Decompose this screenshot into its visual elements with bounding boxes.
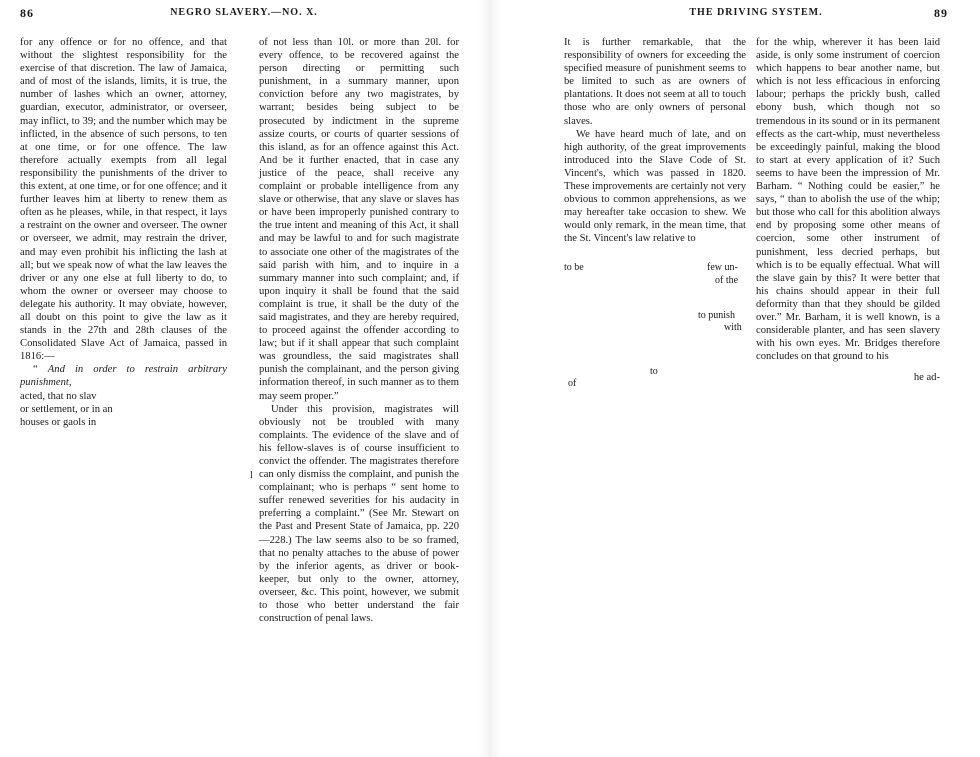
right-fragment-to: to	[650, 366, 658, 377]
right-running-head: THE DRIVING SYSTEM.	[689, 7, 823, 18]
left-column-2	[259, 36, 459, 625]
left-col1-paragraph-1: for any offence or for no offence, and that without the slightest responsibility for the exercise of that discretion. The law of Jamaica, and of most of the islands, limits, it is true, the number of lashes which an owner, attorney, guardian, executor, administrator, or overseer, may inflict, to 39; and the number which may be inflicted, in the absence of such persons, to ten at one time, or for one offence. The law therefore actually exempts from all legal responsibility the punishments of the driver to this extent, at one time, or for one offence; and it further leaves him at liberty to renew them as often as he pleases, while, in that respect, it lays a restraint on the owner and overseer. The owner or overseer, we admit, may restrain the driver, and may even prohibit his inflicting the lash at all; but we speak now of what the law leaves the driver or any one else at full liberty to do, to whom the owner or overseer may choose to delegate his authority. It may obviate, however, all doubt on this point to give the law as it stands in the 27th and 28th clauses of the Consolidated Slave Act of Jamaica, passed in 1816:—	[20, 37, 227, 363]
left-col2-paragraph-1: of not less than 10l. or more than 20l. for every offence, to be recovered against the person directing or permitting such punishment, in a summary manner, upon conviction before any two magistrates, by warrant; besides being subject to be prosecuted by indictment in the supreme assize courts, or courts of quarter sessions of this island, as for an offence against this Act. And be it further enacted, that in case any justice of the peace, shall receive any complaint or probable intelligence from any slave or otherwise, that any slave or slaves has or have been improperly punished contrary to the true intent and meaning of this Act, it shall and may be lawful to and for such magistrate to associate one other of the magistrates of the said parish with him, and to inquire in a summary manner into such complaint; and, if upon inquiry it shall be found that the said complaint is true, it shall be the duty of the said magistrates, and they are hereby required, to proceed against the offender according to law; but if it shall appear that such complaint was groundless, the said magistrates shall punish the complainant, and the person giving information thereof, in such manner as to them may seem proper.”	[259, 37, 459, 402]
right-col1-paragraph-1: It is further remarkable, that the responsibility of owners for exceeding the specified measure of punishment seems to be limited to such as are owners of plantations. It does not seem at all to touch those who are only owners of personal slaves.	[564, 37, 746, 127]
right-column-2	[756, 36, 940, 384]
right-fragment-of-the: of the	[715, 275, 739, 286]
book-gutter	[478, 0, 502, 757]
right-fragment-to-be: to be	[564, 262, 584, 273]
left-running-head: NEGRO SLAVERY.—NO. X.	[170, 7, 318, 18]
right-page-number: 89	[934, 6, 948, 20]
left-col1-fragment-1: acted, that no slav	[20, 390, 97, 402]
right-header	[564, 6, 948, 20]
left-col2-paragraph-2: Under this provision, magistrates will obviously not be troubled with many complaints. The evidence of the slave and of his fellow-slaves is of course insufficient to convict the offender. The magistrates therefore can only dismiss the complaint, and punish the complainant; who is perhaps “ sent home to suffer renewed severities for his audacity in preferring a complaint.” (See Mr. Stewart on the Past and Present State of Jamaica, pp. 220—228.) The law seems also to be so framed, that no penalty attaches to the abuse of power by the inferior agents, as driver or book-keeper, but only to the owner, attorney, overseer, &c. This point, however, we submit to those who better understand the fair construction of penal laws.	[259, 403, 459, 625]
right-col2-fragment: he ad-	[913, 372, 940, 384]
left-col1-fragment-3: houses or gaols in	[20, 416, 97, 428]
right-page	[502, 0, 980, 757]
left-page-number: 86	[20, 6, 34, 20]
right-fragment-with: with	[724, 322, 742, 333]
right-col2-paragraph-1: for the whip, wherever it has been laid aside, is only some instrument of coercion which happens to bear another name, but which is not less efficacious in enforcing labour; perhaps the prickly bush, called ebony bush, which though not so tremendous in its sound or in its permanent effects as the cart-whip, must nevertheless be exceedingly painful, making the blood to start at every application of it? Such seems to have been the impression of Mr. Barham. “ Nothing could be easier,” he says, “ than to abolish the use of the whip; but those who call for this abolition always end by proposing some other means of coercion, some other instrument of punishment, less decried perhaps, but which is to be equally effectual. What will the slave gain by this? It were better that his chains should appear in their full deformity than that they should be gilded over.” Mr. Barham, it is well known, is a considerable planter, and has seen slavery with his own eyes. Mr. Bridges therefore concludes on that ground to his	[756, 37, 940, 363]
left-column-1	[20, 36, 227, 429]
left-col1-quote-start: “ And in order to restrain arbitrary punishment,	[20, 364, 227, 389]
left-header	[20, 6, 468, 20]
left-col1-fragment-2: or settlement, or in an	[20, 403, 113, 415]
right-col1-paragraph-2: We have heard much of late, and on high authority, of the great improvements introduced into the Slave Code of St. Vincent's, which was passed in 1820. These improvements are certainly not very obvious to common apprehensions, as we may hereafter take occasion to shew. We would only remark, in the mean time, that the St. Vincent's law relative to	[564, 128, 746, 245]
right-column-1	[564, 36, 746, 246]
right-fragment-few-un: few un-	[707, 262, 738, 273]
right-fragment-to-punish: to punish	[698, 310, 735, 321]
left-margin-mark: l	[250, 470, 253, 481]
right-fragment-of: of	[568, 378, 577, 389]
left-page	[0, 0, 478, 757]
